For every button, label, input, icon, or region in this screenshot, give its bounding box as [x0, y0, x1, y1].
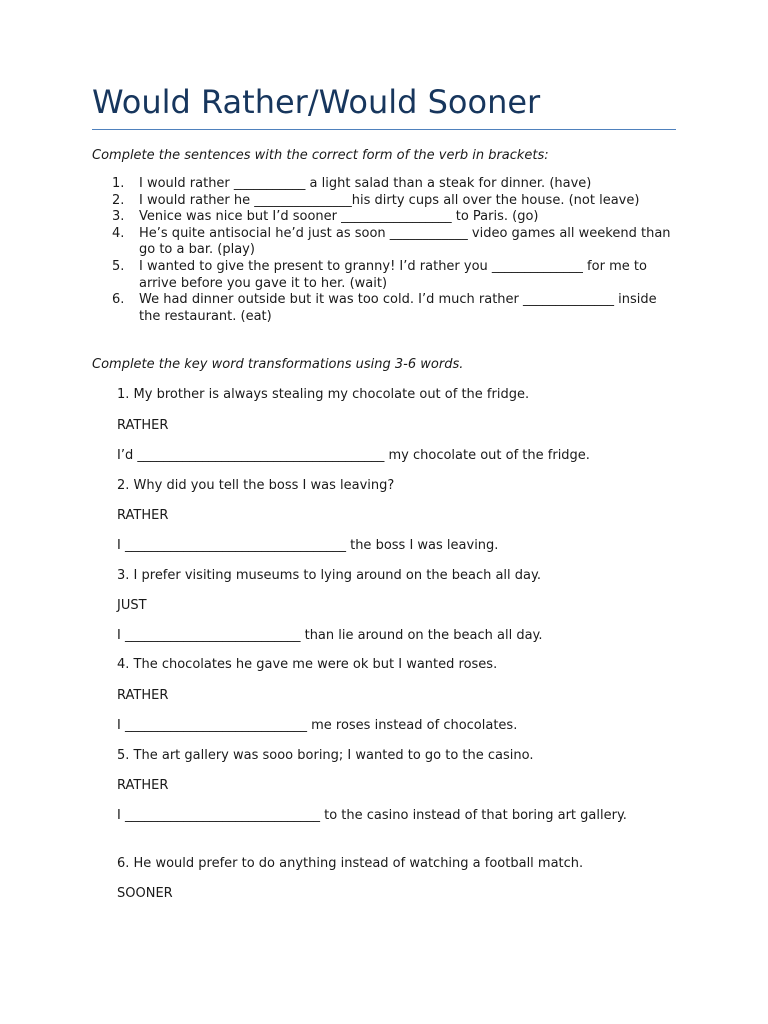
- item-number: 6.: [112, 292, 125, 308]
- exercise1-list: [112, 176, 672, 325]
- item-text: He’s quite antisocial he’d just as soon ____________ video games all weekend than go to a bar. (play): [139, 225, 671, 258]
- list-item: [112, 226, 672, 259]
- answer-line: I’d ______________________________________ my chocolate out of the fridge.: [117, 448, 590, 463]
- item-number: 1.: [112, 176, 125, 191]
- list-item: [112, 209, 672, 226]
- answer-line: I __________________________________ the boss I was leaving.: [117, 538, 499, 553]
- item-text: I would rather ___________ a light salad than a steak for dinner. (have): [139, 176, 592, 191]
- item-text: Venice was nice but I’d sooner _________________ to Paris. (go): [139, 209, 539, 225]
- item-text: I wanted to give the present to granny! I’d rather you ______________ for me to arrive before you gave it to her. (wait): [139, 258, 647, 291]
- list-item: [112, 292, 672, 325]
- transformation-prompt: 4. The chocolates he gave me were ok but I wanted roses.: [117, 657, 498, 672]
- transformation-prompt: 2. Why did you tell the boss I was leaving?: [117, 478, 395, 493]
- item-number: 2.: [112, 192, 125, 208]
- item-number: 3.: [112, 209, 125, 225]
- answer-line: I ______________________________ to the casino instead of that boring art gallery.: [117, 808, 627, 823]
- item-number: 5.: [112, 258, 125, 274]
- transformation-prompt: 5. The art gallery was sooo boring; I wanted to go to the casino.: [117, 748, 534, 763]
- transformation-prompt: 1. My brother is always stealing my chocolate out of the fridge.: [117, 387, 530, 402]
- keyword: RATHER: [117, 778, 169, 793]
- item-text: We had dinner outside but it was too cold. I’d much rather ______________ inside the restaurant. (eat): [139, 292, 657, 324]
- transformation-prompt: 6. He would prefer to do anything instead of watching a football match.: [117, 856, 584, 871]
- answer-line: I ____________________________ me roses instead of chocolates.: [117, 718, 518, 733]
- list-item: [112, 176, 672, 193]
- section2-instruction: Complete the key word transformations using 3-6 words.: [92, 357, 464, 372]
- list-item: [112, 193, 672, 210]
- item-number: 4.: [112, 225, 125, 241]
- transformation-prompt: 3. I prefer visiting museums to lying around on the beach all day.: [117, 568, 541, 583]
- page-title: Would Rather/Would Sooner: [92, 83, 541, 121]
- item-text: I would rather he _______________his dirty cups all over the house. (not leave): [139, 192, 640, 208]
- answer-line: I ___________________________ than lie around on the beach all day.: [117, 628, 543, 643]
- section1-instruction: Complete the sentences with the correct form of the verb in brackets:: [92, 148, 549, 163]
- keyword: RATHER: [117, 688, 169, 703]
- keyword: RATHER: [117, 508, 169, 523]
- title-underline: [92, 129, 676, 130]
- keyword: RATHER: [117, 418, 169, 433]
- list-item: [112, 259, 672, 292]
- keyword: SOONER: [117, 886, 173, 901]
- keyword: JUST: [117, 598, 147, 613]
